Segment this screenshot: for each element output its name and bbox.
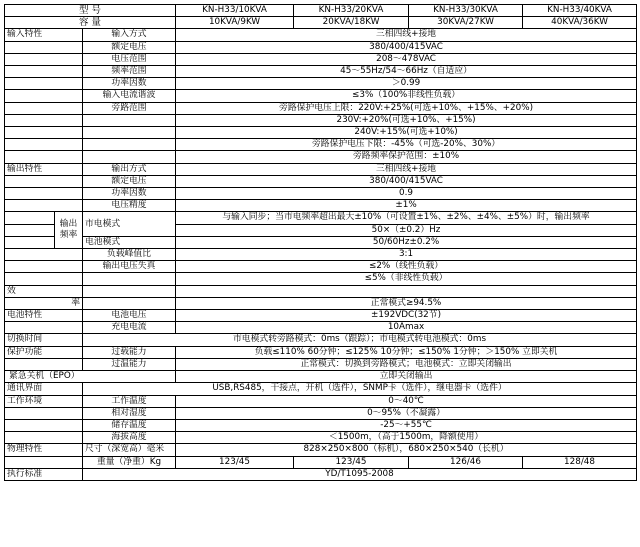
model-cell: KN-H33/10KVA <box>176 5 294 17</box>
row-label: 额定电压 <box>83 175 176 187</box>
weight-cell: 123/45 <box>176 456 294 468</box>
row-value: 三相四线+接地 <box>176 29 637 41</box>
row-value: ＞0.99 <box>176 78 637 90</box>
row-label: 相对湿度 <box>83 407 176 419</box>
model-cell: KN-H33/30KVA <box>409 5 523 17</box>
weight-cell: 128/48 <box>523 456 637 468</box>
row-label: 输入电流谐波 <box>83 90 176 102</box>
capacity-cell: 10KVA/9KW <box>176 17 294 29</box>
row-value: 10Amax <box>176 322 637 334</box>
row-value: 三相四线+接地 <box>176 163 637 175</box>
row-label: 输入方式 <box>83 29 176 41</box>
output-group-label: 输出特性 <box>5 163 83 175</box>
row-value: 0.9 <box>176 188 637 200</box>
efficiency-group-label: 效 <box>5 285 83 297</box>
model-cell: KN-H33/40KVA <box>523 5 637 17</box>
transfer-group-label: 切换时间 <box>5 334 83 346</box>
weight-cell: 123/45 <box>294 456 409 468</box>
spec-table <box>4 4 637 481</box>
row-label: 储存温度 <box>83 419 176 431</box>
row-value: 负载≤110% 60分钟；≤125% 10分钟；≤150% 1分钟；＞150% 立即关机 <box>176 346 637 358</box>
row-label: 功率因数 <box>83 188 176 200</box>
row-label: 负载峰值比 <box>83 249 176 261</box>
row-value: ≤5%（非线性负载） <box>176 273 637 285</box>
comm-group-label: 通讯界面 <box>5 383 83 395</box>
type-header: 型 号 <box>5 5 176 17</box>
row-value: ±1% <box>176 200 637 212</box>
row-label: 重量（净重）Kg <box>83 456 176 468</box>
row-label: 过温能力 <box>83 358 176 370</box>
row-value: ≤2%（线性负载） <box>176 261 637 273</box>
row-label: 功率因数 <box>83 78 176 90</box>
row-value: 正常模式：切换到旁路模式；电池模式：立即关闭输出 <box>176 358 637 370</box>
row-value: 正常模式≥94.5% <box>176 297 637 309</box>
input-group-label: 输入特性 <box>5 29 83 41</box>
model-cell: KN-H33/20KVA <box>294 5 409 17</box>
row-label: 紧急关机（EPO） <box>5 371 176 383</box>
row-label: 尺寸（深宽高）毫米 <box>83 444 176 456</box>
row-value: 45～55Hz/54～66Hz（自适应） <box>176 66 637 78</box>
efficiency-group-label: 率 <box>5 297 83 309</box>
row-value: 380/400/415VAC <box>176 175 637 187</box>
row-label: 电压精度 <box>83 200 176 212</box>
row-value: 立即关闭输出 <box>176 371 637 383</box>
row-label: 电压范围 <box>83 53 176 65</box>
row-value: ±192VDC(32节) <box>176 310 637 322</box>
row-value: 230V:+20%(可选+10%、+15%) <box>176 114 637 126</box>
row-label: 海拔高度 <box>83 432 176 444</box>
row-label: 旁路范围 <box>83 102 176 114</box>
protection-group-label: 保护功能 <box>5 346 83 358</box>
row-value: 旁路保护电压下限：-45%（可选-20%、30%） <box>176 139 637 151</box>
row-value: 0～95%（不凝露） <box>176 407 637 419</box>
row-value: 与输入同步；当市电频率超出最大±10%（可设置±1%、±2%、±4%、±5%）时，输出频率 <box>176 212 637 224</box>
capacity-row <box>5 17 637 29</box>
row-label: 频率范围 <box>83 66 176 78</box>
row-value: 50×（±0.2）Hz <box>176 224 637 236</box>
row-value: USB,RS485，干接点，开机（选件），SNMP卡（选件），继电器卡（选件） <box>83 383 637 395</box>
row-value: 旁路频率保护范围：±10% <box>176 151 637 163</box>
battery-group-label: 电池特性 <box>5 310 83 322</box>
output-frequency-label: 输出频率 <box>55 212 83 249</box>
row-value: 3:1 <box>176 249 637 261</box>
row-label: 市电模式 <box>83 212 176 236</box>
row-value: ≤3%（100%非线性负载） <box>176 90 637 102</box>
environment-group-label: 工作环境 <box>5 395 83 407</box>
row-label: 输出电压失真 <box>83 261 176 273</box>
row-value: 0～40℃ <box>176 395 637 407</box>
row-label: 充电电流 <box>83 322 176 334</box>
row-value: -25～+55℃ <box>176 419 637 431</box>
row-value: 旁路保护电压上限：220V:+25%(可选+10%、+15%、+20%) <box>176 102 637 114</box>
row-label: 过载能力 <box>83 346 176 358</box>
row-label: 工作温度 <box>83 395 176 407</box>
row-label: 电池电压 <box>83 310 176 322</box>
row-value: 828×250×800（标机），680×250×540（长机） <box>176 444 637 456</box>
row-value: 市电模式转旁路模式：0ms（跟踪）；市电模式转电池模式：0ms <box>83 334 637 346</box>
row-label: 额定电压 <box>83 41 176 53</box>
capacity-header: 容 量 <box>5 17 176 29</box>
row-label: 电池模式 <box>83 236 176 248</box>
row-value: YD/T1095-2008 <box>83 468 637 480</box>
row-value: 208～478VAC <box>176 53 637 65</box>
capacity-cell: 20KVA/18KW <box>294 17 409 29</box>
standard-group-label: 执行标准 <box>5 468 83 480</box>
weight-cell: 126/46 <box>409 456 523 468</box>
row-value: 50/60Hz±0.2% <box>176 236 637 248</box>
row-value: 380/400/415VAC <box>176 41 637 53</box>
model-row <box>5 5 637 17</box>
row-value: 240V:+15%(可选+10%) <box>176 127 637 139</box>
capacity-cell: 30KVA/27KW <box>409 17 523 29</box>
physical-group-label: 物理特性 <box>5 444 83 456</box>
capacity-cell: 40KVA/36KW <box>523 17 637 29</box>
row-value: ＜1500m，（高于1500m，降额使用） <box>176 432 637 444</box>
row-label: 输出方式 <box>83 163 176 175</box>
